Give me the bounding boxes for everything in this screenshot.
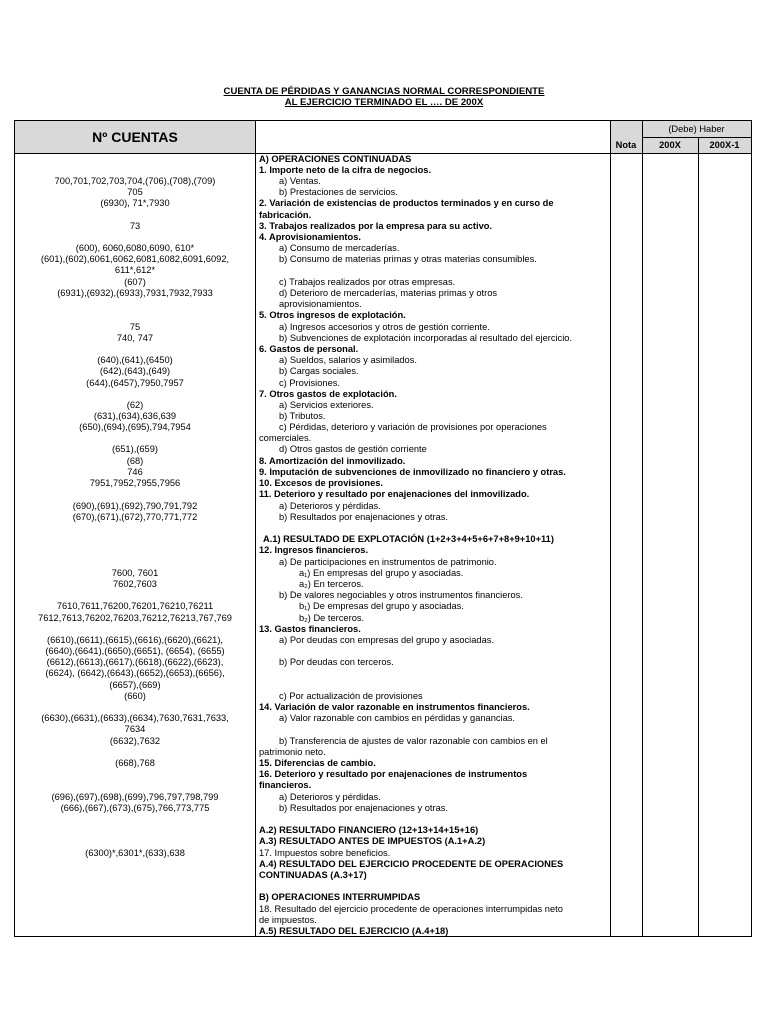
- account-code: (668),768: [115, 758, 155, 768]
- account-code: 75: [129, 322, 141, 332]
- account-code: (6930), 71*,7930: [100, 198, 170, 208]
- line-item: de impuestos.: [259, 915, 317, 925]
- account-code: (660): [124, 691, 146, 701]
- account-code: (651),(659): [112, 444, 158, 454]
- account-code: 7610,7611,76200,76201,76210,76211: [56, 601, 214, 611]
- line-item: 8. Amortización del inmovilizado.: [259, 456, 406, 466]
- line-item: a) Consumo de mercaderías.: [279, 243, 400, 253]
- account-code: 7612,7613,76202,76203,76212,76213,767,769: [38, 613, 232, 623]
- title-line-1: CUENTA DE PÉRDIDAS Y GANANCIAS NORMAL CORRESPONDIENTE: [223, 86, 545, 97]
- line-item: c) Trabajos realizados por otras empresas.: [279, 277, 456, 287]
- account-code: 7602,7603: [113, 579, 157, 589]
- account-code: (6640),(6641),(6650),(6651), (6654), (6655): [45, 646, 225, 656]
- line-item: comerciales.: [259, 433, 312, 443]
- account-code: 746: [127, 467, 143, 477]
- account-code: (6624), (6642),(6643),(6652),(6653),(6656),: [45, 668, 225, 678]
- account-code: (6612),(6613),(6617),(6618),(6622),(6623),: [46, 657, 224, 667]
- account-code: (670),(671),(672),770,771,772: [72, 512, 198, 522]
- account-code: 73: [129, 221, 141, 231]
- line-item: a) Ventas.: [279, 176, 321, 186]
- account-code: (601),(602),6061,6062,6081,6082,6091,6092,: [40, 254, 230, 264]
- subtotal-line: CONTINUADAS (A.3+17): [259, 870, 367, 880]
- line-item: a) Servicios exteriores.: [279, 400, 374, 410]
- line-item: 9. Imputación de subvenciones de inmovilizado no financiero y otras.: [259, 467, 566, 477]
- section-heading: B) OPERACIONES INTERRUMPIDAS: [259, 892, 421, 902]
- line-item: 17. Impuestos sobre beneficios.: [259, 848, 391, 858]
- account-code: 611*,612*: [114, 265, 156, 275]
- account-code: (6657),(669): [109, 680, 161, 690]
- col-divider: [255, 121, 256, 936]
- line-item: 18. Resultado del ejercicio procedente de operaciones interrumpidas neto: [259, 904, 563, 914]
- line-item: a) Valor razonable con cambios en pérdidas y ganancias.: [279, 713, 516, 723]
- account-code: 7951,7952,7955,7956: [89, 478, 181, 488]
- header-prev-year: 200X-1: [709, 140, 740, 150]
- line-item: b) Transferencia de ajustes de valor razonable con cambios en el: [279, 736, 548, 746]
- col-divider: [698, 137, 699, 936]
- account-code: (6610),(6611),(6615),(6616),(6620),(6621),: [46, 635, 224, 645]
- header-nota: Nota: [615, 140, 637, 150]
- line-item: b₁) De empresas del grupo y asociadas.: [299, 601, 464, 611]
- line-item: 15. Diferencias de cambio.: [259, 758, 376, 768]
- line-item: b) Consumo de materias primas y otras materias consumibles.: [279, 254, 537, 264]
- line-item: 4. Aprovisionamientos.: [259, 232, 361, 242]
- header-divider: [642, 137, 751, 138]
- income-statement-table: [14, 120, 752, 937]
- header-year: 200X: [659, 140, 681, 150]
- account-code: (607): [124, 277, 146, 287]
- line-item: b₂) De terceros.: [299, 613, 365, 623]
- account-code: (6630),(6631),(6633),(6634),7630,7631,7633,: [41, 713, 229, 723]
- account-code: (696),(697),(698),(699),796,797,798,799: [51, 792, 219, 802]
- account-code: (642),(643),(649): [99, 366, 171, 376]
- line-item: financieros.: [259, 780, 312, 790]
- line-item: c) Provisiones.: [279, 378, 340, 388]
- account-code: 740, 747: [116, 333, 154, 343]
- line-item: 7. Otros gastos de explotación.: [259, 389, 397, 399]
- col-divider: [642, 121, 643, 936]
- subtotal-line: A.4) RESULTADO DEL EJERCICIO PROCEDENTE DE OPERACIONES: [259, 859, 564, 869]
- line-item: a) Por deudas con empresas del grupo y asociadas.: [279, 635, 494, 645]
- account-code: (644),(6457),7950,7957: [86, 378, 184, 388]
- header-cuentas: Nº CUENTAS: [92, 129, 178, 145]
- line-item: 6. Gastos de personal.: [259, 344, 359, 354]
- title-line-2: AL EJERCICIO TERMINADO EL …. DE 200X: [284, 97, 484, 108]
- account-code: (6632),7632: [109, 736, 161, 746]
- line-item: b) Resultados por enajenaciones y otras.: [279, 512, 448, 522]
- account-code: (6300)*,6301*,(633),638: [85, 848, 185, 858]
- line-item: 11. Deterioro y resultado por enajenaciones del inmovilizado.: [259, 489, 530, 499]
- line-item: a₂) En terceros.: [299, 579, 364, 589]
- line-item: b) Cargas sociales.: [279, 366, 359, 376]
- line-item: 12. Ingresos financieros.: [259, 545, 369, 555]
- subtotal-line: A.1) RESULTADO DE EXPLOTACIÓN (1+2+3+4+5+6+7+8+9+10+11): [263, 534, 554, 544]
- line-item: 13. Gastos financieros.: [259, 624, 361, 634]
- line-item: 14. Variación de valor razonable en instrumentos financieros.: [259, 702, 530, 712]
- line-item: 3. Trabajos realizados por la empresa para su activo.: [259, 221, 493, 231]
- account-code: (600), 6060,6080,6090, 610*: [75, 243, 195, 253]
- subtotal-line: A.3) RESULTADO ANTES DE IMPUESTOS (A.1+A.2): [259, 836, 486, 846]
- total-line: A.5) RESULTADO DEL EJERCICIO (A.4+18): [259, 926, 449, 936]
- account-code: (68): [126, 456, 144, 466]
- line-item: 2. Variación de existencias de productos terminados y en curso de: [259, 198, 554, 208]
- line-item: b) Prestaciones de servicios.: [279, 187, 398, 197]
- line-item: b) Tributos.: [279, 411, 326, 421]
- line-item: a) De participaciones en instrumentos de patrimonio.: [279, 557, 497, 567]
- account-code: 705: [127, 187, 143, 197]
- line-item: c) Pérdidas, deterioro y variación de provisiones por operaciones: [279, 422, 547, 432]
- line-item: a) Ingresos accesorios y otros de gestión corriente.: [279, 322, 490, 332]
- line-item: fabricación.: [259, 210, 312, 220]
- line-item: 16. Deterioro y resultado por enajenaciones de instrumentos: [259, 769, 528, 779]
- account-code: 7634: [124, 724, 146, 734]
- account-code: (640),(641),(6450): [97, 355, 173, 365]
- account-code: (62): [126, 400, 144, 410]
- section-heading: A) OPERACIONES CONTINUADAS: [259, 154, 412, 164]
- line-item: c) Por actualización de provisiones: [279, 691, 423, 701]
- line-item: d) Otros gastos de gestión corriente: [279, 444, 427, 454]
- line-item: b) De valores negociables y otros instrumentos financieros.: [279, 590, 523, 600]
- account-code: (666),(667),(673),(675),766,773,775: [60, 803, 210, 813]
- account-code: (650),(694),(695),794,7954: [79, 422, 191, 432]
- account-code: (631),(634),636,639: [93, 411, 177, 421]
- line-item: b) Resultados por enajenaciones y otras.: [279, 803, 448, 813]
- line-item: a) Sueldos, salarios y asimilados.: [279, 355, 417, 365]
- line-item: a₁) En empresas del grupo y asociadas.: [299, 568, 464, 578]
- line-item: b) Subvenciones de explotación incorporadas al resultado del ejercicio.: [279, 333, 573, 343]
- line-item: a) Deterioros y pérdidas.: [279, 792, 381, 802]
- line-item: 10. Excesos de provisiones.: [259, 478, 384, 488]
- line-item: b) Por deudas con terceros.: [279, 657, 394, 667]
- line-item: 1. Importe neto de la cifra de negocios.: [259, 165, 432, 175]
- account-code: 7600, 7601: [111, 568, 159, 578]
- header-debe-haber: (Debe) Haber: [668, 124, 725, 134]
- account-code: 700,701,702,703,704,(706),(708),(709): [54, 176, 216, 186]
- subtotal-line: A.2) RESULTADO FINANCIERO (12+13+14+15+16): [259, 825, 479, 835]
- account-code: (6931),(6932),(6933),7931,7932,7933: [57, 288, 213, 298]
- line-item: patrimonio neto.: [259, 747, 326, 757]
- account-code: (690),(691),(692),790,791,792: [72, 501, 198, 511]
- line-item: 5. Otros ingresos de explotación.: [259, 310, 406, 320]
- line-item: d) Deterioro de mercaderías, materias primas y otros: [279, 288, 498, 298]
- line-item: a) Deterioros y pérdidas.: [279, 501, 381, 511]
- line-item: aprovisionamientos.: [279, 299, 362, 309]
